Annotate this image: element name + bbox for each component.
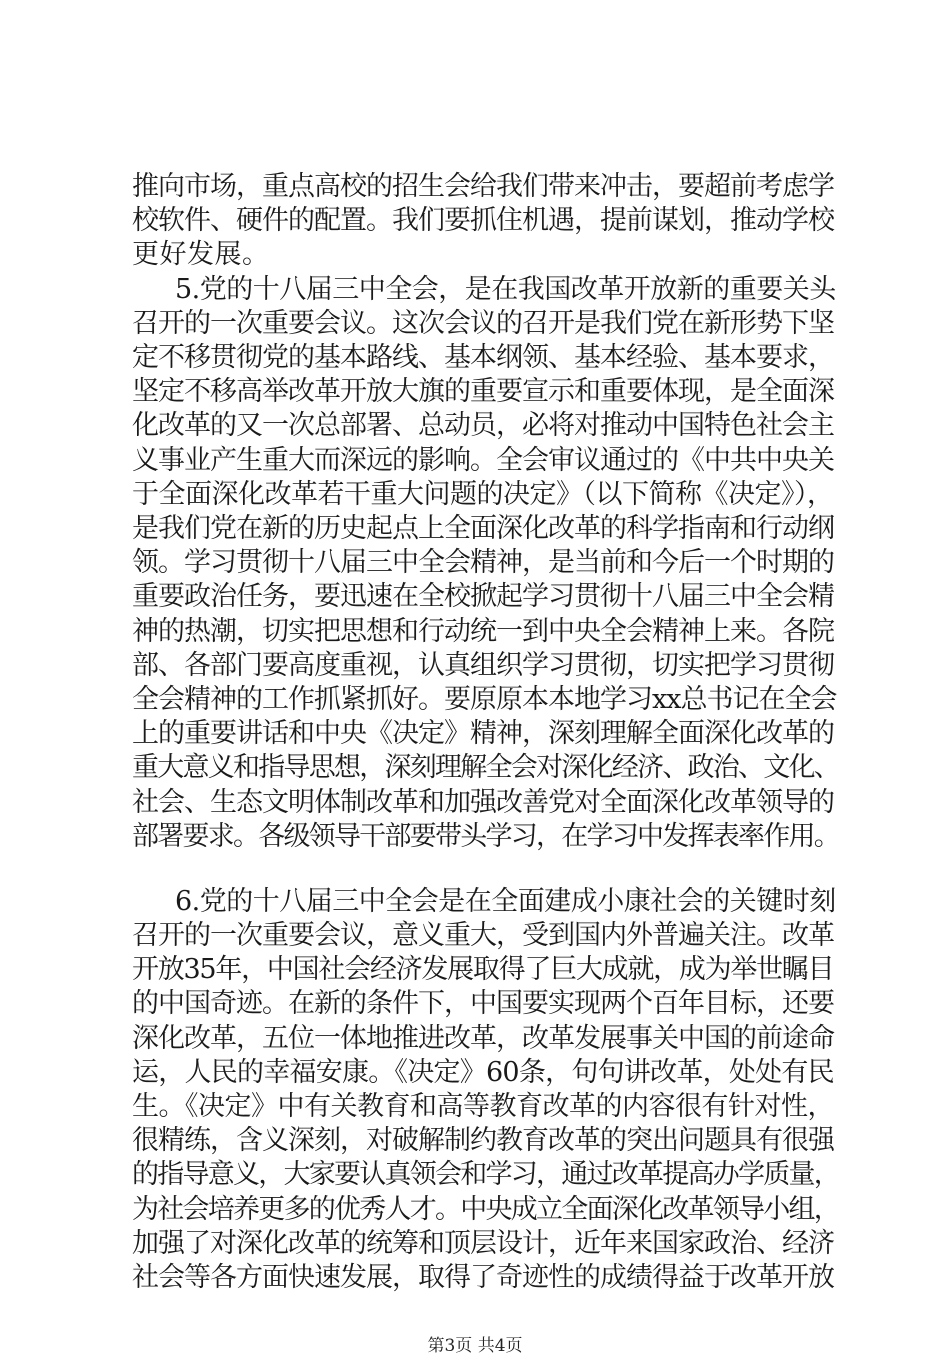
page-footer: 第3页 共4页 [427,1336,523,1357]
text-line: 义事业产生重大而深远的影响。全会审议通过的《中共中央关 [132,444,834,476]
text-line: 6.党的十八届三中全会是在全面建成小康社会的关键时刻 [175,885,836,917]
text-line: 生。《决定》中有关教育和高等教育改革的内容很有针对性， [132,1090,834,1122]
text-line: 召开的一次重要会议，意义重大，受到国内外普遍关注。改革 [132,919,834,951]
text-line: 5.党的十八届三中全会，是在我国改革开放新的重要关头 [175,273,836,305]
text-line: 上的重要讲话和中央《决定》精神，深刻理解全面深化改革的 [132,718,834,750]
text-line: 神的热潮，切实把思想和行动统一到中央全会精神上来。各院 [132,615,834,647]
text-line: 全会精神的工作抓紧抓好。要原原本本地学习xx总书记在全会 [132,684,837,715]
text-line: 坚定不移高举改革开放大旗的重要宣示和重要体现，是全面深 [132,376,834,408]
text-line: 深化改革，五位一体地推进改革，改革发展事关中国的前途命 [132,1022,834,1054]
text-line: 化改革的又一次总部署、总动员，必将对推动中国特色社会主 [132,410,834,442]
text-line: 重大意义和指导思想，深刻理解全会对深化经济、政治、文化、 [132,752,839,784]
text-line: 是我们党在新的历史起点上全面深化改革的科学指南和行动纲 [132,513,834,544]
text-line: 领。学习贯彻十八届三中全会精神，是当前和今后一个时期的 [132,547,834,579]
text-line: 推向市场，重点高校的招生会给我们带来冲击，要超前考虑学 [132,171,834,202]
text-line: 定不移贯彻党的基本路线、基本纲领、基本经验、基本要求， [132,342,834,373]
text-line: 于全面深化改革若干重大问题的决定》（以下简称《决定》）， [132,478,834,510]
text-line: 召开的一次重要会议。这次会议的召开是我们党在新形势下坚 [132,307,834,339]
text-line: 部署要求。各级领导干部要带头学习，在学习中发挥表率作用。 [132,820,839,852]
text-line: 很精练，含义深刻，对破解制约教育改革的突出问题具有很强 [132,1125,834,1157]
text-line: 运，人民的幸福安康。《决定》60条，句句讲改革，处处有民 [132,1056,834,1088]
text-line: 为社会培养更多的优秀人才。中央成立全面深化改革领导小组， [132,1193,839,1225]
text-line: 开放35年，中国社会经济发展取得了巨大成就，成为举世瞩目 [132,954,834,986]
text-line: 社会、生态文明体制改革和加强改善党对全面深化改革领导的 [132,786,834,818]
text-line: 重要政治任务，要迅速在全校掀起学习贯彻十八届三中全会精 [132,581,834,613]
text-line: 加强了对深化改革的统筹和顶层设计，近年来国家政治、经济 [132,1227,834,1259]
text-line: 的指导意义，大家要认真领会和学习，通过改革提高办学质量， [132,1159,839,1191]
text-line: 更好发展。 [132,239,270,271]
text-line: 校软件、硬件的配置。我们要抓住机遇，提前谋划，推动学校 [132,205,834,237]
text-line: 的中国奇迹。在新的条件下，中国要实现两个百年目标，还要 [132,988,834,1020]
text-line: 社会等各方面快速发展，取得了奇迹性的成绩得益于改革开放 [132,1261,834,1293]
text-line: 部、各部门要高度重视，认真组织学习贯彻，切实把学习贯彻 [132,649,834,681]
